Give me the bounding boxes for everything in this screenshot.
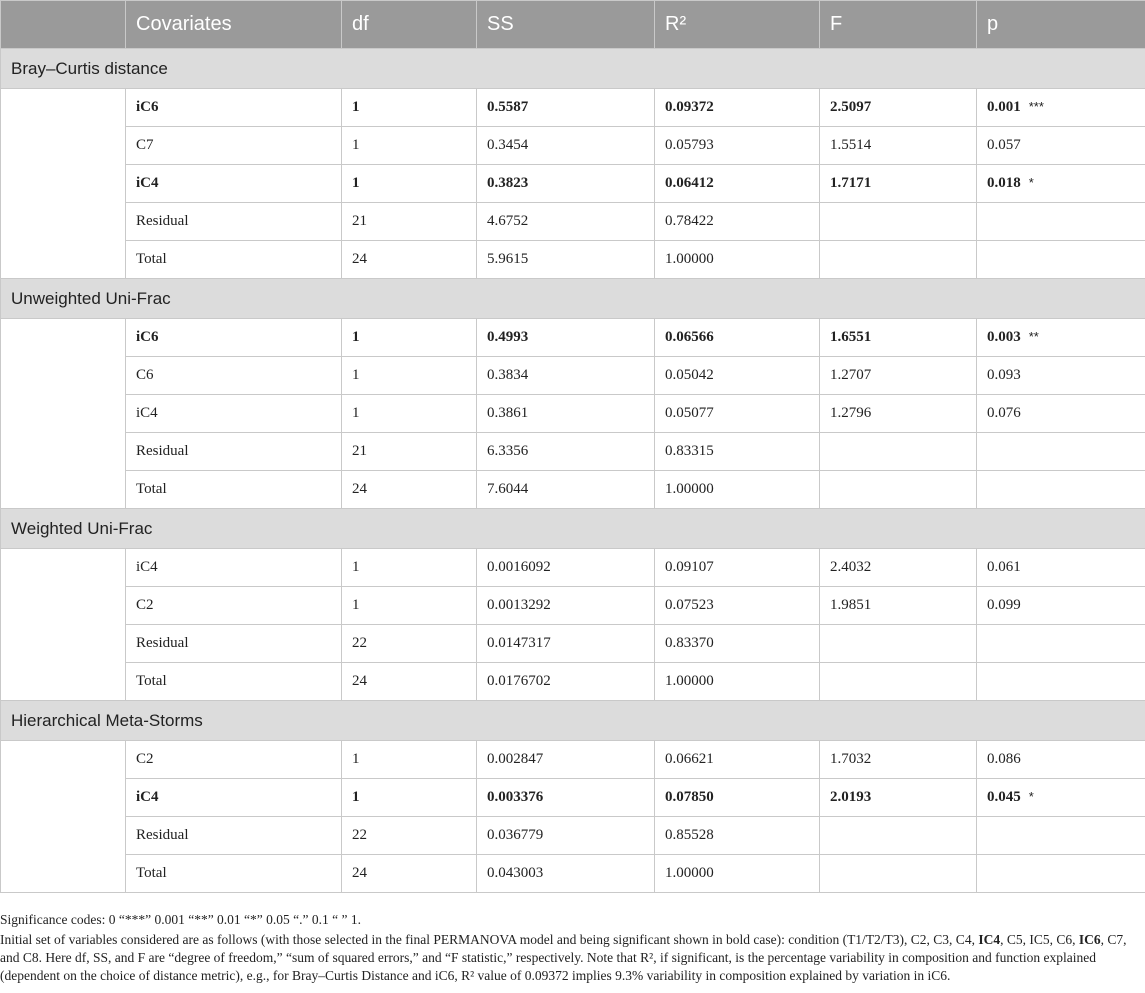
cell-df: 22 xyxy=(342,625,477,663)
cell-r2: 0.06566 xyxy=(655,319,820,357)
significance-codes: Significance codes: 0 “***” 0.001 “**” 0.01 “*” 0.05 “.” 0.1 “ ” 1. xyxy=(0,912,362,927)
cell-f xyxy=(820,663,977,701)
cell-f: 1.7171 xyxy=(820,165,977,203)
cell-ss: 0.036779 xyxy=(477,817,655,855)
cell-ss: 0.3454 xyxy=(477,127,655,165)
cell-r2: 0.07850 xyxy=(655,779,820,817)
section-header-row xyxy=(1,49,1145,89)
significance-stars: ** xyxy=(1028,329,1039,344)
cell-p xyxy=(977,549,1145,587)
cell-r2: 0.06412 xyxy=(655,165,820,203)
header-row xyxy=(1,1,1145,49)
cell-df: 21 xyxy=(342,203,477,241)
cell-p xyxy=(977,319,1145,357)
cell-p xyxy=(977,433,1145,471)
cell-p xyxy=(977,855,1145,893)
header-f: F xyxy=(820,1,977,49)
blank-cell xyxy=(1,741,126,893)
cell-df: 24 xyxy=(342,471,477,509)
cell-df: 1 xyxy=(342,549,477,587)
significance-stars: * xyxy=(1028,175,1034,190)
cell-ss: 7.6044 xyxy=(477,471,655,509)
section-title: Bray–Curtis distance xyxy=(1,49,1145,89)
cell-f xyxy=(820,433,977,471)
note-text-a: Initial set of variables considered are as follows (with those selected in the final PERMANOVA model and being significant shown in bold case): condition (T1/T2/T3), C2, C3, C4, xyxy=(0,932,979,947)
note-bold-ic4: IC4 xyxy=(978,932,1001,947)
cell-p xyxy=(977,89,1145,127)
cell-r2: 0.05042 xyxy=(655,357,820,395)
cell-df: 1 xyxy=(342,89,477,127)
header-blank xyxy=(1,1,126,49)
blank-cell xyxy=(1,549,126,701)
significance-stars: * xyxy=(1028,789,1034,804)
cell-p xyxy=(977,395,1145,433)
cell-cov: Total xyxy=(126,855,342,893)
blank-cell xyxy=(1,319,126,509)
table-row xyxy=(1,817,1145,855)
cell-cov: C6 xyxy=(126,357,342,395)
header-covariates: Covariates xyxy=(126,1,342,49)
cell-r2: 0.05077 xyxy=(655,395,820,433)
cell-ss: 0.003376 xyxy=(477,779,655,817)
cell-cov: C7 xyxy=(126,127,342,165)
cell-f xyxy=(820,471,977,509)
cell-ss: 6.3356 xyxy=(477,433,655,471)
cell-r2: 0.78422 xyxy=(655,203,820,241)
cell-r2: 0.05793 xyxy=(655,127,820,165)
header-ss: SS xyxy=(477,1,655,49)
cell-ss: 0.3823 xyxy=(477,165,655,203)
p-value: 0.086 xyxy=(987,751,1021,767)
cell-cov: Residual xyxy=(126,203,342,241)
cell-f: 1.9851 xyxy=(820,587,977,625)
p-value: 0.099 xyxy=(987,597,1021,613)
cell-df: 1 xyxy=(342,587,477,625)
table-row xyxy=(1,127,1145,165)
cell-df: 1 xyxy=(342,357,477,395)
cell-df: 1 xyxy=(342,741,477,779)
cell-cov: Residual xyxy=(126,433,342,471)
cell-ss: 0.3834 xyxy=(477,357,655,395)
header-df: df xyxy=(342,1,477,49)
cell-df: 1 xyxy=(342,395,477,433)
cell-r2: 0.85528 xyxy=(655,817,820,855)
p-value: 0.061 xyxy=(987,559,1021,575)
cell-p xyxy=(977,127,1145,165)
table-row xyxy=(1,625,1145,663)
cell-cov: Total xyxy=(126,663,342,701)
cell-ss: 0.4993 xyxy=(477,319,655,357)
cell-p xyxy=(977,779,1145,817)
cell-cov: iC4 xyxy=(126,165,342,203)
cell-f xyxy=(820,203,977,241)
cell-df: 1 xyxy=(342,127,477,165)
cell-f: 1.5514 xyxy=(820,127,977,165)
cell-ss: 0.0147317 xyxy=(477,625,655,663)
cell-df: 21 xyxy=(342,433,477,471)
table-row xyxy=(1,203,1145,241)
cell-f: 1.7032 xyxy=(820,741,977,779)
cell-ss: 0.043003 xyxy=(477,855,655,893)
cell-p xyxy=(977,165,1145,203)
note-text-c: , C5, IC5, C6, xyxy=(1000,932,1079,947)
cell-f: 1.6551 xyxy=(820,319,977,357)
cell-f: 1.2707 xyxy=(820,357,977,395)
cell-cov: Total xyxy=(126,471,342,509)
table-row xyxy=(1,855,1145,893)
table-row xyxy=(1,433,1145,471)
table-row xyxy=(1,663,1145,701)
section-header-row xyxy=(1,509,1145,549)
cell-cov: iC6 xyxy=(126,319,342,357)
p-value: 0.001 xyxy=(987,99,1021,115)
table-row xyxy=(1,741,1145,779)
cell-r2: 1.00000 xyxy=(655,663,820,701)
cell-cov: Total xyxy=(126,241,342,279)
cell-p xyxy=(977,587,1145,625)
cell-cov: C2 xyxy=(126,741,342,779)
cell-df: 1 xyxy=(342,319,477,357)
cell-ss: 0.0013292 xyxy=(477,587,655,625)
cell-ss: 0.002847 xyxy=(477,741,655,779)
table-row xyxy=(1,241,1145,279)
cell-cov: Residual xyxy=(126,625,342,663)
section-header-row xyxy=(1,701,1145,741)
cell-cov: iC4 xyxy=(126,779,342,817)
note-text-d: , C7, and C8. Here df, SS, and F are “degree of freedom,” “sum of squared errors,” and “F statistic,” respectively. Note that R², if significant, is the percentage variability in composition and function explained (dependent on the choice of distance metric), e.g., for Bray–Curtis Distance and iC6, R² value of 0.09372 implies 9.3% variability in composition explained by variation in iC6. xyxy=(0,932,1127,983)
section-title: Unweighted Uni-Frac xyxy=(1,279,1145,319)
section-header-row xyxy=(1,279,1145,319)
cell-p xyxy=(977,357,1145,395)
table-row xyxy=(1,471,1145,509)
p-value: 0.093 xyxy=(987,367,1021,383)
cell-ss: 4.6752 xyxy=(477,203,655,241)
cell-f: 2.5097 xyxy=(820,89,977,127)
cell-p xyxy=(977,203,1145,241)
cell-cov: iC4 xyxy=(126,395,342,433)
blank-cell xyxy=(1,89,126,279)
cell-df: 24 xyxy=(342,855,477,893)
cell-f: 1.2796 xyxy=(820,395,977,433)
cell-p xyxy=(977,663,1145,701)
cell-f: 2.4032 xyxy=(820,549,977,587)
cell-r2: 0.09372 xyxy=(655,89,820,127)
cell-df: 1 xyxy=(342,165,477,203)
cell-df: 1 xyxy=(342,779,477,817)
p-value: 0.003 xyxy=(987,329,1021,345)
initial-variables-note xyxy=(0,931,1140,985)
section-title: Weighted Uni-Frac xyxy=(1,509,1145,549)
cell-f xyxy=(820,855,977,893)
cell-r2: 1.00000 xyxy=(655,241,820,279)
table-row xyxy=(1,549,1145,587)
p-value: 0.045 xyxy=(987,789,1021,805)
p-value: 0.018 xyxy=(987,175,1021,191)
cell-ss: 0.0176702 xyxy=(477,663,655,701)
cell-ss: 5.9615 xyxy=(477,241,655,279)
cell-f: 2.0193 xyxy=(820,779,977,817)
cell-r2: 0.83315 xyxy=(655,433,820,471)
cell-ss: 0.3861 xyxy=(477,395,655,433)
cell-f xyxy=(820,625,977,663)
cell-cov: iC6 xyxy=(126,89,342,127)
table-row xyxy=(1,779,1145,817)
table-row xyxy=(1,395,1145,433)
cell-df: 22 xyxy=(342,817,477,855)
cell-ss: 0.0016092 xyxy=(477,549,655,587)
cell-p xyxy=(977,241,1145,279)
cell-f xyxy=(820,241,977,279)
cell-cov: Residual xyxy=(126,817,342,855)
cell-r2: 0.83370 xyxy=(655,625,820,663)
cell-r2: 1.00000 xyxy=(655,855,820,893)
cell-df: 24 xyxy=(342,241,477,279)
table-row xyxy=(1,357,1145,395)
cell-p xyxy=(977,741,1145,779)
table-row xyxy=(1,89,1145,127)
cell-r2: 1.00000 xyxy=(655,471,820,509)
cell-cov: C2 xyxy=(126,587,342,625)
header-r2: R² xyxy=(655,1,820,49)
cell-cov: iC4 xyxy=(126,549,342,587)
cell-r2: 0.09107 xyxy=(655,549,820,587)
p-value: 0.057 xyxy=(987,137,1021,153)
cell-p xyxy=(977,817,1145,855)
cell-f xyxy=(820,817,977,855)
note-bold-ic6: IC6 xyxy=(1078,932,1101,947)
table-footnotes xyxy=(0,911,1140,985)
cell-p xyxy=(977,625,1145,663)
cell-df: 24 xyxy=(342,663,477,701)
header-p: p xyxy=(977,1,1145,49)
significance-stars: *** xyxy=(1028,99,1044,114)
section-title: Hierarchical Meta-Storms xyxy=(1,701,1145,741)
table-row xyxy=(1,319,1145,357)
cell-ss: 0.5587 xyxy=(477,89,655,127)
cell-p xyxy=(977,471,1145,509)
table-row xyxy=(1,165,1145,203)
p-value: 0.076 xyxy=(987,405,1021,421)
cell-r2: 0.06621 xyxy=(655,741,820,779)
table-row xyxy=(1,587,1145,625)
cell-r2: 0.07523 xyxy=(655,587,820,625)
